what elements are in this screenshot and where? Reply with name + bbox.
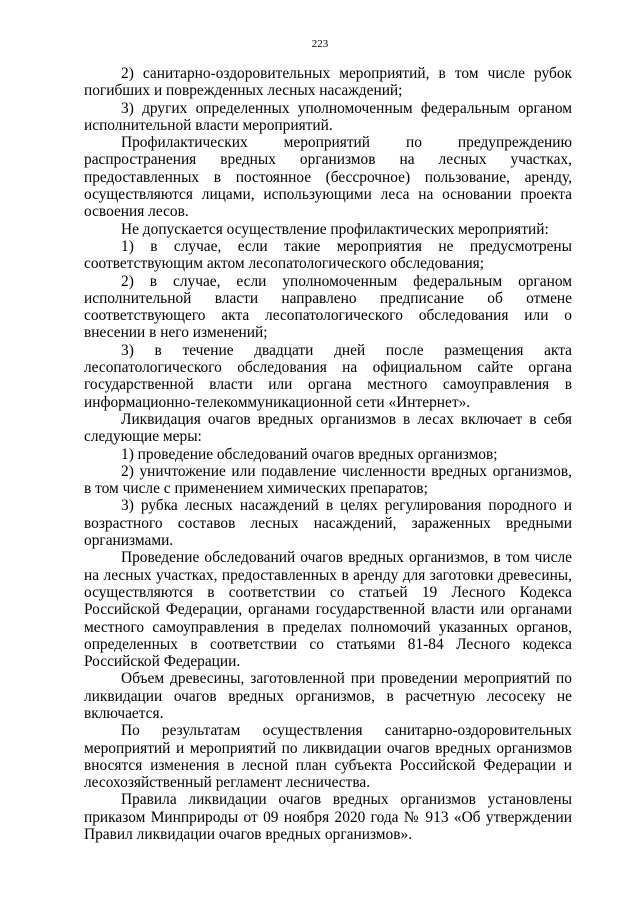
paragraph-rules: Правила ликвидации очагов вредных организмов установлены приказом Минприроды от 09 ноября 2020 года № 913 «Об утверждении Правил ликвидации очагов вредных организмов». bbox=[84, 791, 572, 844]
paragraph-liquidation-3: 3) рубка лесных насаждений в целях регулирования породного и возрастного составов лесных насаждений, зараженных вредными организмами. bbox=[84, 497, 572, 550]
paragraph-wood-volume: Объем древесины, заготовленной при проведении мероприятий по ликвидации очагов вредных организмов, в расчетную лесосеку не включается. bbox=[84, 670, 572, 722]
paragraph-other-measures: 3) других определенных уполномоченным федеральным органом исполнительной власти мероприятий. bbox=[84, 99, 572, 134]
page-number: 223 bbox=[311, 38, 329, 50]
paragraph-liquidation-1: 1) проведение обследований очагов вредных организмов; bbox=[121, 445, 498, 463]
paragraph-liquidation-2: 2) уничтожение или подавление численности вредных организмов, в том числе с применением химических препаратов; bbox=[84, 462, 572, 498]
paragraph-results: По результатам осуществления санитарно-оздоровительных мероприятий и мероприятий по ликвидации очагов вредных организмов вносятся изменения в лесной план субъекта Российской Федерации и лесохозяйственный регламент лесничества. bbox=[84, 722, 572, 792]
paragraph-not-allowed-2: 2) в случае, если уполномоченным федеральным органом исполнительной власти направлено предписание об отмене соответствующего акта лесопатологического обследования или о внесении в него изменений; bbox=[84, 272, 572, 342]
paragraph-liquidation-intro: Ликвидация очагов вредных организмов в лесах включает в себя следующие меры: bbox=[84, 410, 572, 446]
paragraph-surveys: Проведение обследований очагов вредных организмов, в том числе на лесных участках, предоставленных в аренду для заготовки древесины, осуществляются в соответствии со статьей 19 Лесного Кодекса Российской Федерации, органами государственной власти или органами местного самоуправления в пределах полномочий указанных органов, определенных в соответствии со статьями 81-84 Лесного кодекса Российской Федерации. bbox=[84, 549, 572, 671]
paragraph-not-allowed-3: 3) в течение двадцати дней после размещения акта лесопатологического обследования на официальном сайте органа государственной власти или органа местного самоуправления в информационно-телекоммуникационной сети «Интернет». bbox=[84, 341, 572, 411]
document-body bbox=[84, 65, 572, 843]
paragraph-not-allowed-1: 1) в случае, если такие мероприятия не предусмотрены соответствующим актом лесопатологического обследования; bbox=[84, 237, 572, 273]
paragraph-not-allowed: Не допускается осуществление профилактических мероприятий: bbox=[121, 220, 549, 238]
paragraph-sanitary-measures: 2) санитарно-оздоровительных мероприятий, в том числе рубок погибших и поврежденных лесных насаждений; bbox=[84, 65, 572, 100]
paragraph-preventive-measures: Профилактических мероприятий по предупреждению распространения вредных организмов на лесных участках, предоставленных в постоянное (бессрочное) пользование, аренду, осуществляются лицами, использующими леса на основании проекта освоения лесов. bbox=[84, 134, 572, 221]
